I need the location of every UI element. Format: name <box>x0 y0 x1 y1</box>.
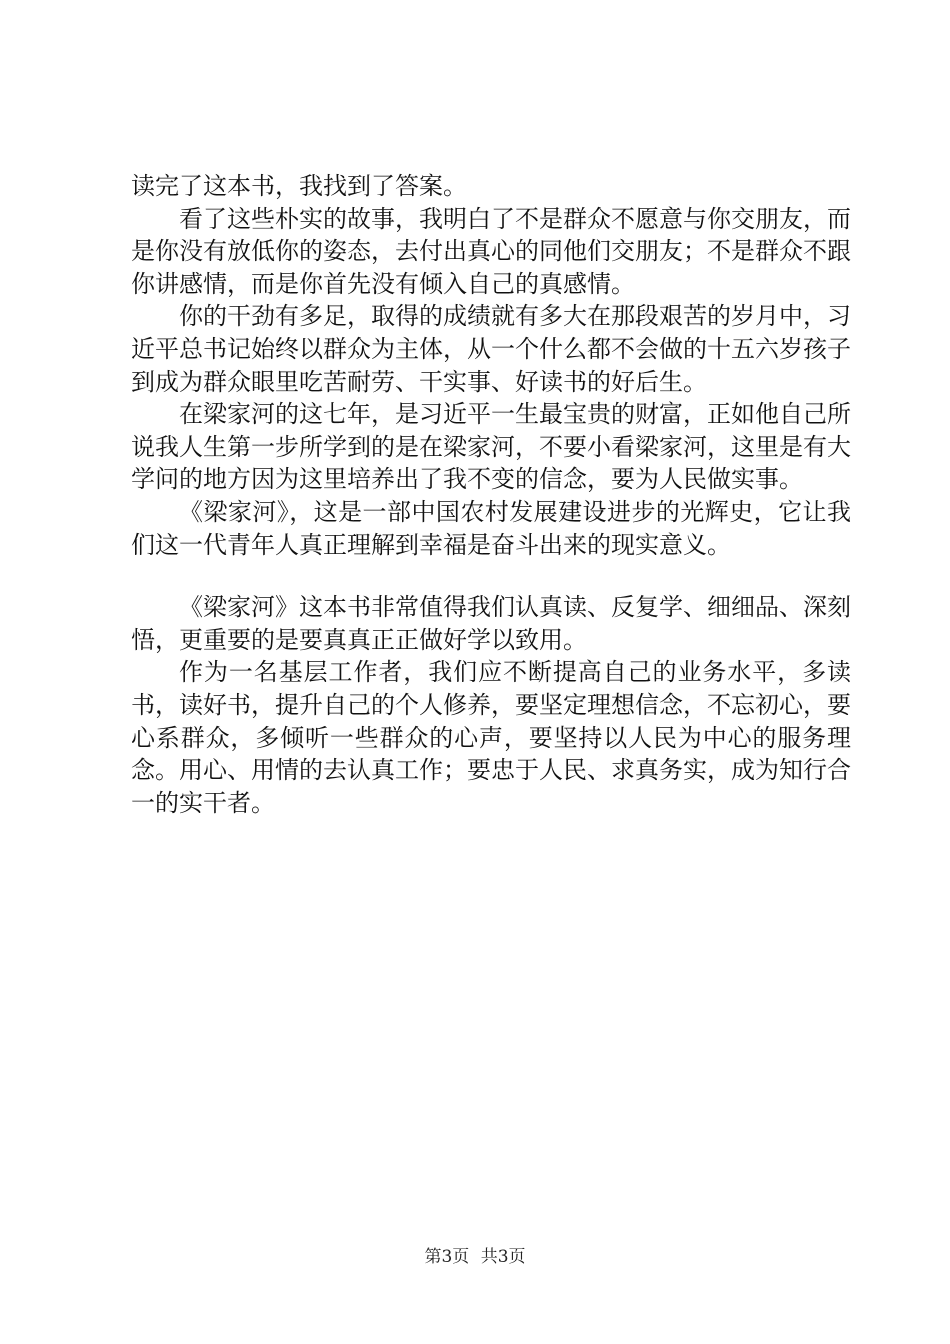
paragraph-5: 《梁家河》，这是一部中国农村发展建设进步的光辉史，它让我们这一代青年人真正理解到幸福是奋斗出来的现实意义。 <box>131 497 851 559</box>
paragraph-3: 你的干劲有多足，取得的成绩就有多大在那段艰苦的岁月中，习近平总书记始终以群众为主体，从一个什么都不会做的十五六岁孩子到成为群众眼里吃苦耐劳、干实事、好读书的好后生。 <box>131 302 851 396</box>
page-total: 共3页 <box>480 1247 526 1267</box>
paragraph-1: 读完了这本书，我找到了答案。 <box>131 172 467 200</box>
paragraph-4: 在梁家河的这七年，是习近平一生最宝贵的财富，正如他自己所说我人生第一步所学到的是在梁家河，不要小看梁家河，这里是有大学问的地方因为这里培养出了我不变的信念，要为人民做实事。 <box>131 400 851 494</box>
page-number: 第3页 <box>424 1247 470 1267</box>
paragraph-6: 《梁家河》这本书非常值得我们认真读、反复学、细细品、深刻悟，更重要的是要真真正正做好学以致用。 <box>131 593 851 654</box>
paragraph-7: 作为一名基层工作者，我们应不断提高自己的业务水平，多读书，读好书，提升自己的个人修养，要坚定理想信念，不忘初心，要心系群众，多倾听一些群众的心声，要坚持以人民为中心的服务理念。用心、用情的去认真工作；要忠于人民、求真务实，成为知行合一的实干者。 <box>131 658 851 817</box>
page-footer <box>0 1242 950 1267</box>
document-body <box>131 170 851 819</box>
paragraph-2: 看了这些朴实的故事，我明白了不是群众不愿意与你交朋友，而是你没有放低你的姿态，去付出真心的同他们交朋友；不是群众不跟你讲感情，而是你首先没有倾入自己的真感情。 <box>131 204 851 298</box>
